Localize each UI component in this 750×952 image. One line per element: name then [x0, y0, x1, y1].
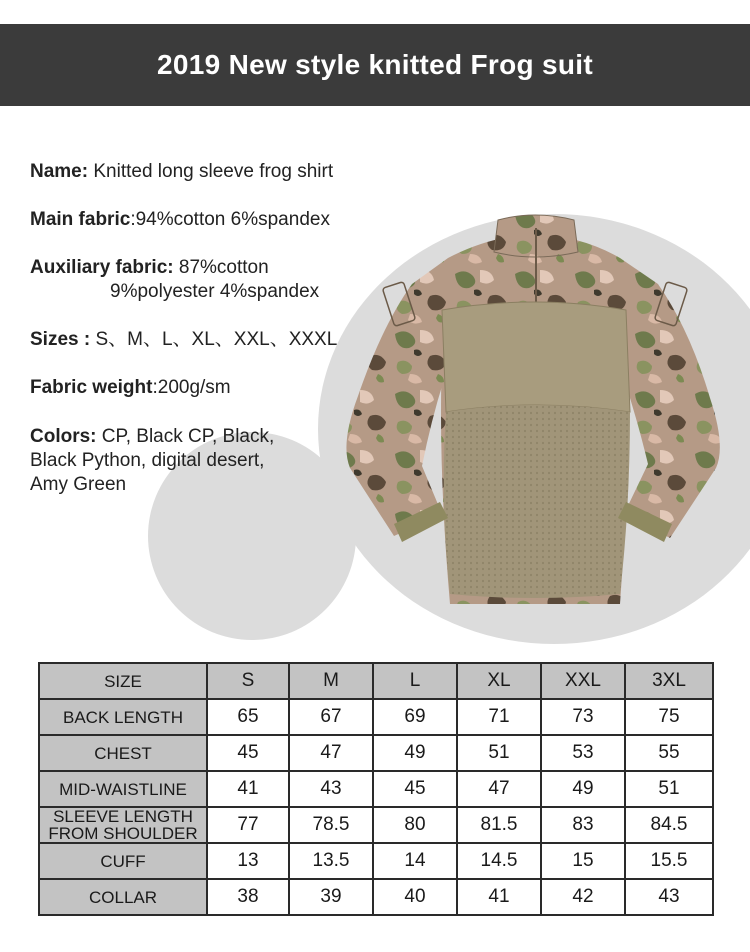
row-label-line-1: SLEEVE LENGTH [53, 807, 193, 826]
row-label: COLLAR [39, 879, 207, 915]
table-cell: 83 [541, 807, 625, 843]
table-cell: 65 [207, 699, 289, 735]
spec-main-fabric-value: :94%cotton 6%spandex [130, 209, 330, 230]
table-row [39, 879, 713, 915]
spec-sizes-value: S、M、L、XL、XXL、XXXL [90, 329, 338, 350]
row-label [39, 807, 207, 843]
table-cell: 13.5 [289, 843, 373, 879]
table-cell: 45 [207, 735, 289, 771]
spec-aux-fabric-label: Auxiliary fabric: [30, 257, 174, 278]
spec-aux-fabric-value-1: 87%cotton [173, 257, 269, 278]
table-cell: 67 [289, 699, 373, 735]
table-cell: 15.5 [625, 843, 713, 879]
table-cell: 42 [541, 879, 625, 915]
table-cell: 49 [541, 771, 625, 807]
header-cell: 3XL [625, 663, 713, 699]
table-row [39, 843, 713, 879]
table-cell: 45 [373, 771, 457, 807]
row-label: BACK LENGTH [39, 699, 207, 735]
spec-colors [30, 425, 274, 497]
table-cell: 14 [373, 843, 457, 879]
spec-aux-fabric [30, 256, 319, 304]
header-cell: SIZE [39, 663, 207, 699]
table-row [39, 735, 713, 771]
spec-weight [30, 376, 231, 400]
spec-colors-line-2: Black Python, digital desert, [30, 450, 265, 471]
spec-aux-fabric-value-2: 9%polyester 4%spandex [110, 281, 320, 302]
table-cell: 43 [625, 879, 713, 915]
spec-colors-line-1: CP, Black CP, Black, [96, 426, 275, 447]
table-header-row [39, 663, 713, 699]
header-cell: XXL [541, 663, 625, 699]
header-cell: L [373, 663, 457, 699]
row-label: CUFF [39, 843, 207, 879]
header-cell: XL [457, 663, 541, 699]
size-table [38, 662, 714, 916]
table-cell: 15 [541, 843, 625, 879]
table-row [39, 807, 713, 843]
spec-weight-value: :200g/sm [152, 377, 231, 398]
table-row [39, 699, 713, 735]
table-cell: 73 [541, 699, 625, 735]
table-cell: 38 [207, 879, 289, 915]
spec-sizes-label: Sizes : [30, 329, 91, 350]
table-cell: 69 [373, 699, 457, 735]
table-cell: 77 [207, 807, 289, 843]
spec-name-value: Knitted long sleeve frog shirt [88, 161, 334, 182]
table-row [39, 771, 713, 807]
table-cell: 47 [457, 771, 541, 807]
row-label-line-2: FROM SHOULDER [48, 824, 198, 843]
row-label: MID-WAISTLINE [39, 771, 207, 807]
table-cell: 81.5 [457, 807, 541, 843]
table-cell: 47 [289, 735, 373, 771]
header-cell: S [207, 663, 289, 699]
table-cell: 78.5 [289, 807, 373, 843]
header-cell: M [289, 663, 373, 699]
page-title-banner [0, 24, 750, 106]
spec-name [30, 160, 333, 184]
table-cell: 84.5 [625, 807, 713, 843]
table-cell: 39 [289, 879, 373, 915]
page-title: 2019 New style knitted Frog suit [157, 49, 593, 80]
spec-main-fabric [30, 208, 330, 232]
camo-shirt-icon [330, 206, 740, 616]
table-cell: 71 [457, 699, 541, 735]
table-cell: 55 [625, 735, 713, 771]
table-cell: 51 [457, 735, 541, 771]
table-cell: 14.5 [457, 843, 541, 879]
table-cell: 41 [207, 771, 289, 807]
spec-colors-label: Colors: [30, 426, 97, 447]
table-cell: 41 [457, 879, 541, 915]
spec-main-fabric-label: Main fabric [30, 209, 131, 230]
table-cell: 13 [207, 843, 289, 879]
table-cell: 75 [625, 699, 713, 735]
table-cell: 53 [541, 735, 625, 771]
spec-weight-label: Fabric weight [30, 377, 153, 398]
spec-colors-line-3: Amy Green [30, 474, 127, 495]
spec-name-label: Name: [30, 161, 89, 182]
row-label: CHEST [39, 735, 207, 771]
table-cell: 49 [373, 735, 457, 771]
spec-sizes [30, 328, 337, 352]
table-cell: 40 [373, 879, 457, 915]
table-cell: 80 [373, 807, 457, 843]
table-cell: 51 [625, 771, 713, 807]
table-cell: 43 [289, 771, 373, 807]
